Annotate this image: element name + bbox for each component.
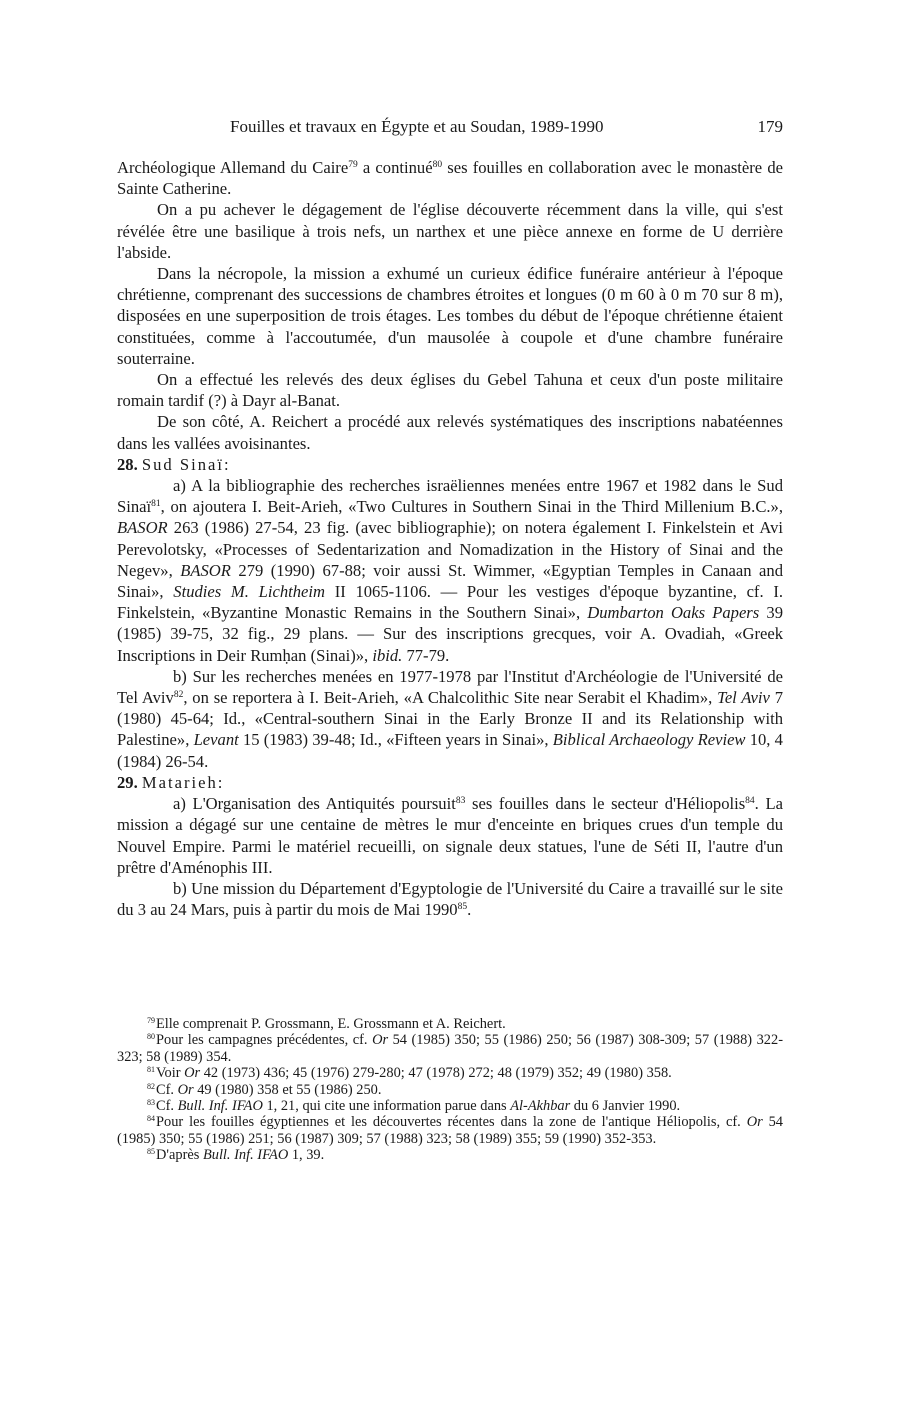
footnote-ref[interactable]: 82 xyxy=(173,690,184,701)
paragraph-29b: b) Une mission du Département d'Egyptologie de l'Université du Caire a travaillé sur le site du 3 au 24 Mars, puis à partir du mois de Mai 1990$^{85}$. xyxy=(117,878,783,920)
paragraph: Archéologique Allemand du Caire$^{79}$ a continué$^{80}$ ses fouilles en collaboration avec le monastère de Sainte Catherine. xyxy=(117,158,783,199)
paragraph: Dans la nécropole, la mission a exhumé un curieux édifice funéraire antérieur à l'époque chrétienne, comprenant des successions de chambres étroites et longues (0 m 60 à 0 m 70 sur 8 m), disposées en une superposition de trois étages. Les tombes du début de l'époque chrétienne étaient constituées, comme à l'accoutumée, d'un mausolée à coupole et d'une chambre funéraire souterraine. xyxy=(117,264,783,368)
main-text xyxy=(117,157,783,920)
footnote-ref[interactable]: 79 xyxy=(348,160,358,170)
section-heading-29: 29. Matarieh: xyxy=(117,772,225,792)
footnote-85: $^{85}$D'après Bull. Inf. IFAO 1, 39. xyxy=(147,1147,325,1164)
paragraph: On a pu achever le dégagement de l'église découverte récemment dans la ville, qui s'est révélée être une basilique à trois nefs, un narthex et une pièce annexe en forme de U derrière l'abside. xyxy=(117,200,783,262)
footnote-81: $^{81}$Voir Or 42 (1973) 436; 45 (1976) 279-280; 47 (1978) 272; 48 (1979) 352; 49 (1980) 358. xyxy=(147,1065,672,1082)
footnote-80: $^{80}$Pour les campagnes précédentes, cf. Or 54 (1985) 350; 55 (1986) 250; 56 (1987) 308-309; 57 (1988) 322-323; 58 (1989) 354. xyxy=(117,1032,783,1065)
footnote-ref[interactable]: 81 xyxy=(151,499,161,510)
footnote-ref[interactable]: 83 xyxy=(455,796,466,807)
paragraph-28a: a) A la bibliographie des recherches israëliennes menées entre 1967 et 1982 dans le Sud Sinaï$^{81}$, on ajoutera I. Beit-Arieh, «Two Cultures in Southern Sinai in the Third Millenium B.C.», BASOR 263 (1986) 27-54, 23 fig. (avec bibliographie); on notera également I. Finkelstein et Avi Perevolotsky, «Processes of Sedentarization and Nomadization in the History of Sinai and the Negev», BASOR 279 (1990) 67-88; voir aussi St. Wimmer, «Egyptian Temples in Canaan and Sinai», Studies M. Lichtheim II 1065-1106. — Pour les vestiges d'époque byzantine, cf. I. Finkelstein, «Byzantine Monastic Remains in the Southern Sinai», Dumbarton Oaks Papers 39 (1985) 39-75, 32 fig., 29 plans. — Sur des inscriptions grecques, voir A. Ovadiah, «Greek Inscriptions in Deir Rumḥan (Sinai)», ibid. 77-79. xyxy=(117,476,783,665)
footnote-ref[interactable]: 80 xyxy=(432,160,443,170)
paragraph-29a: a) L'Organisation des Antiquités poursuit$^{83}$ ses fouilles dans le secteur d'Héliopolis$^{84}$. La mission a dégagé sur une centaine de mètres le mur d'enceinte en briques crues d'un temple du Nouvel Empire. Parmi le matériel recueilli, on signale deux statues, l'une de Séti II, l'autre d'un prêtre d'Aménophis III. xyxy=(117,794,783,877)
footnote-ref[interactable]: 84 xyxy=(745,796,755,807)
footnote-82: $^{82}$Cf. Or 49 (1980) 358 et 55 (1986) 250. xyxy=(147,1081,382,1098)
footnote-83: $^{83}$Cf. Bull. Inf. IFAO 1, 21, qui cite une information parue dans Al-Akhbar du 6 Janvier 1990. xyxy=(147,1098,681,1115)
running-title: Fouilles et travaux en Égypte et au Soudan, 1989-1990 xyxy=(230,117,604,136)
footnotes xyxy=(117,1016,783,1164)
paragraph: On a effectué les relevés des deux églises du Gebel Tahuna et ceux d'un poste militaire romain tardif (?) à Dayr al-Banat. xyxy=(117,370,783,411)
paragraph-28b: b) Sur les recherches menées en 1977-1978 par l'Institut d'Archéologie de l'Université de Tel Aviv$^{82}$, on se reportera à I. Beit-Arieh, «A Chalcolithic Site near Serabit el Khadim», Tel Aviv 7 (1980) 45-64; Id., «Central-southern Sinai in the Early Bronze II and its Relationship with Palestine», Levant 15 (1983) 39-48; Id., «Fifteen years in Sinai», Biblical Archaeology Review 10, 4 (1984) 26-54. xyxy=(117,666,783,771)
footnote-79: $^{79}$Elle comprenait P. Grossmann, E. Grossmann et A. Reichert. xyxy=(147,1016,506,1032)
section-heading-28: 28. Sud Sinaï: xyxy=(117,454,231,474)
footnote-84: $^{84}$Pour les fouilles égyptiennes et les découvertes récentes dans la zone de l'antique Héliopolis, cf. Or 54 (1985) 350; 55 (1986) 251; 56 (1987) 309; 57 (1988) 323; 58 (1989) 355; 59 (1990) 352-353. xyxy=(117,1114,783,1147)
paragraph: De son côté, A. Reichert a procédé aux relevés systématiques des inscriptions nabatéennes dans les vallées avoisinantes. xyxy=(117,412,783,453)
footnote-ref[interactable]: 85 xyxy=(457,902,468,913)
page-number: 179 xyxy=(757,117,783,136)
